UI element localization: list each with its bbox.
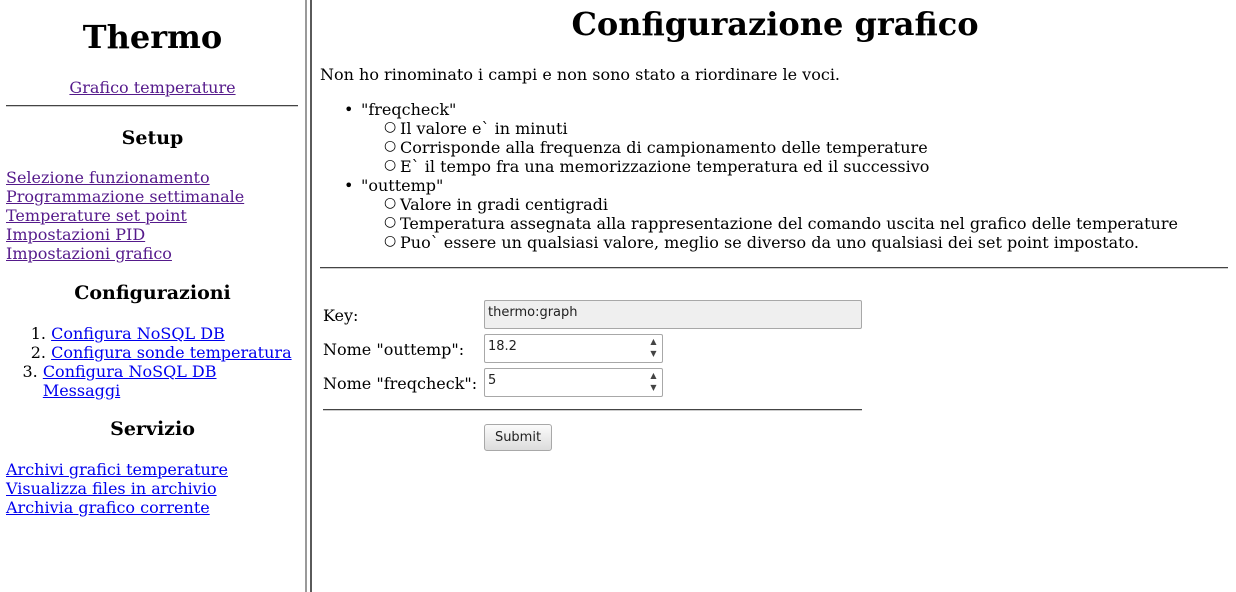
spin-down-icon[interactable]: ▼ [650, 349, 657, 358]
list-item: ○ E` il tempo fra una memorizzazione temperatura ed il successivo [320, 157, 1178, 176]
spin-down-icon[interactable]: ▼ [650, 383, 657, 392]
content-divider [320, 267, 1228, 269]
spin-up-icon[interactable]: ▲ [650, 371, 657, 380]
grafico-temperature-link[interactable]: Grafico temperature [69, 78, 236, 97]
outtemp-input[interactable]: 18.2 ▲ ▼ [484, 334, 663, 363]
list-item: ○ Temperatura assegnata alla rappresentazione del comando uscita nel grafico delle temperature [320, 214, 1178, 233]
submit-button[interactable]: Submit [484, 424, 552, 451]
list-item: ○ Puo` essere un qualsiasi valore, meglio se diverso da uno qualsiasi dei set point impostato. [320, 233, 1178, 252]
list-item: 3. Configura NoSQL DB Messaggi [6, 362, 246, 400]
service-link-archivia[interactable]: Archivia grafico corrente [6, 498, 210, 517]
setup-link-pid[interactable]: Impostazioni PID [6, 225, 146, 244]
config-link-messaggi[interactable]: Configura NoSQL DB Messaggi [42, 362, 217, 400]
list-item: 1. Configura NoSQL DB [30, 324, 225, 343]
service-link-archivi[interactable]: Archivi grafici temperature [6, 460, 228, 479]
frame-divider[interactable] [305, 0, 312, 592]
top-link-wrap [0, 78, 305, 97]
config-list [6, 324, 304, 400]
sidebar-divider [6, 105, 298, 107]
service-heading: Servizio [110, 418, 195, 440]
form-divider [323, 409, 862, 411]
freqcheck-input[interactable]: 5 ▲ ▼ [484, 368, 663, 397]
freqcheck-label: Nome "freqcheck": [323, 374, 478, 393]
page-title: Configurazione grafico [571, 5, 979, 43]
setup-link-grafico[interactable]: Impostazioni grafico [6, 244, 172, 263]
list-item: ○ Il valore e` in minuti [320, 119, 1178, 138]
outtemp-label: Nome "outtemp": [323, 340, 465, 359]
list-item: • "freqcheck" ○ Il valore e` in minuti ○ Corrisponde alla frequenza di campionamento delle temperature ○ E` il tempo fra una memorizzazione temperatura ed il successivo [320, 100, 1178, 176]
setup-links [6, 168, 244, 263]
freqcheck-stepper[interactable] [648, 371, 659, 393]
setup-heading: Setup [121, 127, 184, 149]
config-link-nosql[interactable]: Configura NoSQL DB [51, 324, 225, 343]
list-item: • "outtemp" ○ Valore in gradi centigradi ○ Temperatura assegnata alla rappresentazione del comando uscita nel grafico delle temperature ○ Puo` essere un qualsiasi valore, meglio se diverso da uno qualsiasi dei set point impostato. [320, 176, 1178, 252]
outtemp-stepper[interactable] [648, 337, 659, 359]
intro-text: Non ho rinominato i campi e non sono stato a riordinare le voci. [320, 65, 841, 84]
sidebar [0, 0, 305, 592]
key-field[interactable]: thermo:graph [484, 300, 862, 329]
app-title: Thermo [82, 18, 223, 56]
service-link-visualizza[interactable]: Visualizza files in archivio [6, 479, 217, 498]
setup-link-programmazione[interactable]: Programmazione settimanale [6, 187, 245, 206]
list-item: 2. Configura sonde temperatura [30, 343, 292, 362]
setup-link-selezione[interactable]: Selezione funzionamento [6, 168, 210, 187]
service-links [6, 460, 228, 517]
notes-list [320, 100, 1178, 252]
config-link-sonde[interactable]: Configura sonde temperatura [51, 343, 292, 362]
list-item: ○ Corrisponde alla frequenza di campionamento delle temperature [320, 138, 1178, 157]
setup-link-temperature[interactable]: Temperature set point [6, 206, 187, 225]
spin-up-icon[interactable]: ▲ [650, 337, 657, 346]
main-content [320, 0, 1230, 592]
key-label: Key: [323, 306, 359, 325]
config-heading: Configurazioni [74, 282, 231, 304]
list-item: ○ Valore in gradi centigradi [320, 195, 1178, 214]
